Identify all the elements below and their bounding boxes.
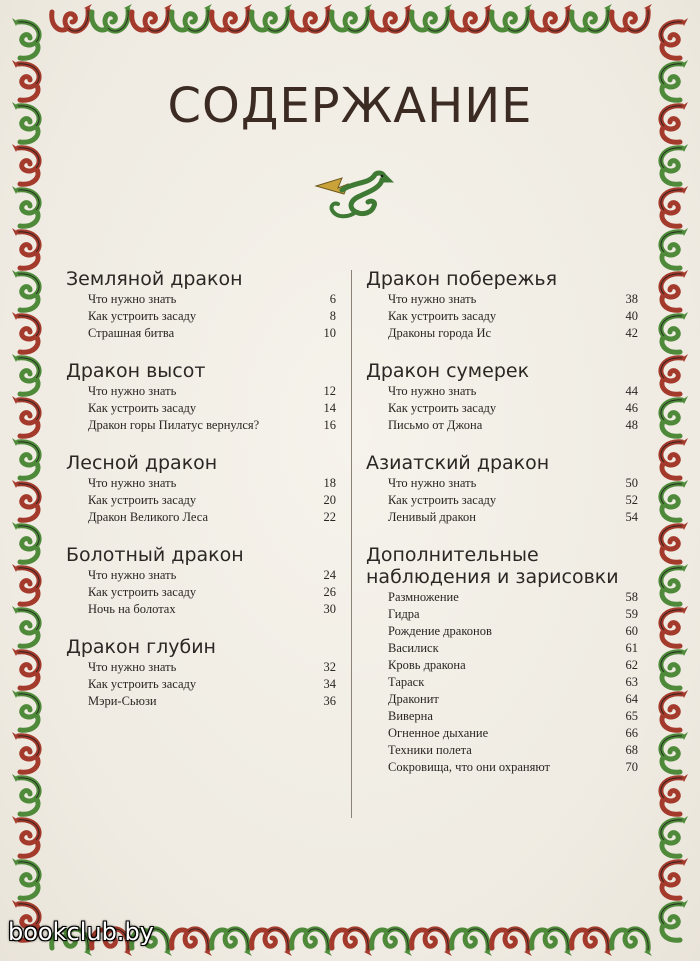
border-dragon-swirl: [661, 228, 688, 268]
toc-entry[interactable]: [366, 674, 638, 691]
entry-page-number: 68: [625, 743, 638, 757]
toc-entry[interactable]: [366, 291, 638, 308]
border-dragon-swirl: [212, 929, 252, 956]
entry-page-number: 8: [329, 309, 336, 323]
border-dragon-swirl: [12, 270, 39, 310]
toc-entry[interactable]: [66, 567, 336, 584]
entry-title: Что нужно знать: [88, 476, 177, 490]
border-dragon-swirl: [661, 606, 688, 646]
border-dragon-swirl: [661, 438, 688, 478]
toc-entry[interactable]: [366, 589, 638, 606]
toc-section: [366, 452, 638, 526]
border-dragon-swirl: [572, 929, 612, 956]
border-dragon-swirl: [52, 4, 92, 31]
entry-title: Драконит: [388, 692, 439, 706]
entry-page-number: 50: [625, 476, 638, 490]
entry-page-number: 59: [625, 607, 638, 621]
toc-section: [66, 268, 336, 342]
entry-page-number: 30: [323, 602, 336, 616]
border-dragon-swirl: [612, 4, 652, 31]
border-dragon-swirl: [12, 228, 39, 268]
entry-title: Как устроить засаду: [388, 493, 497, 507]
toc-entry[interactable]: [366, 383, 638, 400]
border-dragon-swirl: [332, 4, 372, 31]
border-dragon-swirl: [661, 186, 688, 226]
toc-entry[interactable]: [366, 657, 638, 674]
toc-entry[interactable]: [366, 400, 638, 417]
toc-entry[interactable]: [66, 475, 336, 492]
border-dragon-swirl: [661, 18, 688, 58]
toc-section: [366, 544, 638, 776]
border-dragon-swirl: [92, 4, 132, 31]
toc-entry[interactable]: [66, 383, 336, 400]
border-dragon-swirl: [532, 4, 572, 31]
toc-entry[interactable]: [66, 325, 336, 342]
entry-page-number: 22: [323, 510, 336, 524]
toc-entry[interactable]: [66, 509, 336, 526]
entry-title: Как устроить засаду: [88, 493, 197, 507]
toc-entry[interactable]: [366, 492, 638, 509]
border-dragon-swirl: [252, 929, 292, 956]
entry-title: Как устроить засаду: [88, 401, 197, 415]
border-dragon-swirl: [532, 929, 572, 956]
border-dragon-swirl: [612, 929, 652, 956]
border-dragon-swirl: [12, 354, 39, 394]
border-dragon-swirl: [661, 690, 688, 730]
border-dragon-swirl: [12, 396, 39, 436]
toc-entry[interactable]: [366, 475, 638, 492]
entry-title: Размножение: [388, 590, 459, 604]
column-divider: [351, 270, 352, 818]
toc-entry[interactable]: [66, 676, 336, 693]
border-dragon-swirl: [661, 396, 688, 436]
toc-entry[interactable]: [66, 601, 336, 618]
dragon-emblem-icon: [302, 166, 398, 230]
entry-page-number: 16: [323, 418, 336, 432]
border-dragon-swirl: [12, 732, 39, 772]
border-dragon-swirl: [661, 564, 688, 604]
toc-entry[interactable]: [366, 708, 638, 725]
entry-title: Что нужно знать: [88, 384, 177, 398]
entry-title: Что нужно знать: [388, 292, 477, 306]
section-title: Дракон побережья: [366, 268, 558, 290]
border-dragon-swirl: [12, 816, 39, 856]
section-title: Дополнительные наблюдения и зарисовки: [366, 544, 619, 588]
entry-page-number: 66: [625, 726, 638, 740]
toc-entry[interactable]: [66, 492, 336, 509]
border-dragon-swirl: [212, 4, 252, 31]
toc-section: [66, 544, 336, 618]
border-dragon-swirl: [661, 648, 688, 688]
entry-page-number: 34: [323, 677, 336, 691]
entry-page-number: 60: [625, 624, 638, 638]
section-title: Азиатский дракон: [366, 452, 550, 474]
entry-title: Письмо от Джона: [388, 418, 483, 432]
entry-page-number: 26: [323, 585, 336, 599]
border-dragon-swirl: [12, 144, 39, 184]
section-title: Болотный дракон: [66, 544, 244, 566]
toc-entry[interactable]: [366, 640, 638, 657]
entry-page-number: 20: [323, 493, 336, 507]
toc-section: [66, 452, 336, 526]
toc-section: [366, 360, 638, 434]
border-dragon-swirl: [661, 270, 688, 310]
border-dragon-swirl: [661, 900, 688, 940]
entry-page-number: 48: [625, 418, 638, 432]
entry-page-number: 18: [323, 476, 336, 490]
entry-page-number: 36: [323, 694, 336, 708]
entry-page-number: 70: [625, 760, 638, 774]
entry-title: Что нужно знать: [88, 292, 177, 306]
entry-title: Василиск: [388, 641, 439, 655]
border-dragon-swirl: [372, 929, 412, 956]
toc-entry[interactable]: [66, 308, 336, 325]
toc-entry[interactable]: [66, 400, 336, 417]
entry-title: Кровь дракона: [388, 658, 466, 672]
border-dragon-swirl: [12, 858, 39, 898]
border-dragon-swirl: [172, 4, 212, 31]
entry-page-number: 58: [625, 590, 638, 604]
border-dragon-swirl: [412, 929, 452, 956]
toc-entry[interactable]: [366, 325, 638, 342]
border-dragon-swirl: [132, 4, 172, 31]
border-dragon-swirl: [12, 480, 39, 520]
entry-page-number: 12: [323, 384, 336, 398]
entry-page-number: 24: [323, 568, 336, 582]
entry-title: Драконы города Ис: [388, 326, 492, 340]
entry-title: Виверна: [388, 709, 433, 723]
entry-title: Мэри-Сьюзи: [88, 694, 157, 708]
entry-title: Что нужно знать: [88, 660, 177, 674]
toc-right-column: [366, 268, 638, 776]
border-dragon-swirl: [12, 438, 39, 478]
watermark-text: bookclub.by: [8, 918, 154, 946]
entry-page-number: 14: [323, 401, 336, 415]
entry-page-number: 62: [625, 658, 638, 672]
toc-left-column: [66, 268, 336, 710]
entry-page-number: 6: [329, 292, 336, 306]
entry-title: Что нужно знать: [88, 568, 177, 582]
border-dragon-swirl: [661, 816, 688, 856]
entry-title: Огненное дыхание: [388, 726, 489, 740]
border-dragon-swirl: [661, 774, 688, 814]
entry-page-number: 44: [625, 384, 638, 398]
entry-title: Техники полета: [388, 743, 472, 757]
toc-section: [66, 360, 336, 434]
border-dragon-swirl: [12, 690, 39, 730]
toc-entry[interactable]: [366, 417, 638, 434]
toc-entry[interactable]: [366, 742, 638, 759]
toc-section: [366, 268, 638, 342]
entry-page-number: 65: [625, 709, 638, 723]
entry-title: Рождение драконов: [388, 624, 492, 638]
border-dragon-swirl: [12, 774, 39, 814]
entry-title: Страшная битва: [88, 326, 175, 340]
toc-entry[interactable]: [66, 659, 336, 676]
entry-title: Дракон горы Пилатус вернулся?: [88, 418, 260, 432]
border-dragon-swirl: [372, 4, 412, 31]
border-dragon-swirl: [492, 4, 532, 31]
border-dragon-swirl: [661, 858, 688, 898]
border-dragon-swirl: [332, 929, 372, 956]
border-dragon-swirl: [412, 4, 452, 31]
border-dragon-swirl: [661, 732, 688, 772]
entry-title: Гидра: [388, 607, 420, 621]
toc-section: [66, 636, 336, 710]
entry-title: Дракон Великого Леса: [88, 510, 209, 524]
toc-entry[interactable]: [366, 725, 638, 742]
border-dragon-swirl: [661, 144, 688, 184]
entry-page-number: 42: [625, 326, 638, 340]
toc-entry[interactable]: [66, 291, 336, 308]
page-title: СОДЕРЖАНИЕ: [167, 78, 533, 134]
toc-entry[interactable]: [66, 584, 336, 601]
entry-title: Ночь на болотах: [88, 602, 176, 616]
entry-page-number: 32: [323, 660, 336, 674]
entry-page-number: 61: [625, 641, 638, 655]
entry-page-number: 54: [625, 510, 638, 524]
border-dragon-swirl: [172, 929, 212, 956]
border-dragon-swirl: [661, 354, 688, 394]
border-dragon-swirl: [12, 564, 39, 604]
entry-page-number: 38: [625, 292, 638, 306]
toc-entry[interactable]: [366, 623, 638, 640]
section-title: Лесной дракон: [66, 452, 218, 474]
entry-page-number: 46: [625, 401, 638, 415]
entry-page-number: 63: [625, 675, 638, 689]
border-dragon-swirl: [12, 186, 39, 226]
toc-entry[interactable]: [366, 308, 638, 325]
entry-title: Как устроить засаду: [388, 401, 497, 415]
section-title: Земляной дракон: [66, 268, 243, 290]
entry-page-number: 40: [625, 309, 638, 323]
border-dragon-swirl: [661, 480, 688, 520]
border-dragon-swirl: [292, 929, 332, 956]
entry-title: Что нужно знать: [388, 476, 477, 490]
border-dragon-swirl: [452, 4, 492, 31]
toc-entry[interactable]: [366, 759, 638, 776]
section-title: Дракон высот: [66, 360, 206, 382]
border-dragon-swirl: [12, 648, 39, 688]
border-dragon-swirl: [492, 929, 532, 956]
section-title: Дракон сумерек: [366, 360, 530, 382]
entry-page-number: 52: [625, 493, 638, 507]
border-dragon-swirl: [292, 4, 332, 31]
border-dragon-swirl: [661, 522, 688, 562]
toc-entry[interactable]: [66, 417, 336, 434]
toc-entry[interactable]: [366, 509, 638, 526]
entry-title: Ленивый дракон: [388, 510, 476, 524]
toc-entry[interactable]: [366, 691, 638, 708]
entry-title: Тараск: [388, 675, 425, 689]
border-dragon-swirl: [572, 4, 612, 31]
border-dragon-swirl: [452, 929, 492, 956]
entry-title: Что нужно знать: [388, 384, 477, 398]
entry-title: Как устроить засаду: [88, 585, 197, 599]
border-dragon-swirl: [661, 312, 688, 352]
border-dragon-swirl: [12, 606, 39, 646]
entry-title: Как устроить засаду: [88, 309, 197, 323]
border-dragon-swirl: [12, 312, 39, 352]
border-dragon-swirl: [12, 18, 39, 58]
border-dragon-swirl: [12, 522, 39, 562]
entry-page-number: 10: [323, 326, 336, 340]
entry-title: Сокровища, что они охраняют: [388, 760, 550, 774]
entry-title: Как устроить засаду: [88, 677, 197, 691]
toc-entry[interactable]: [66, 693, 336, 710]
section-title: Дракон глубин: [66, 636, 216, 658]
toc-entry[interactable]: [366, 606, 638, 623]
entry-title: Как устроить засаду: [388, 309, 497, 323]
entry-page-number: 64: [625, 692, 638, 706]
border-dragon-swirl: [252, 4, 292, 31]
